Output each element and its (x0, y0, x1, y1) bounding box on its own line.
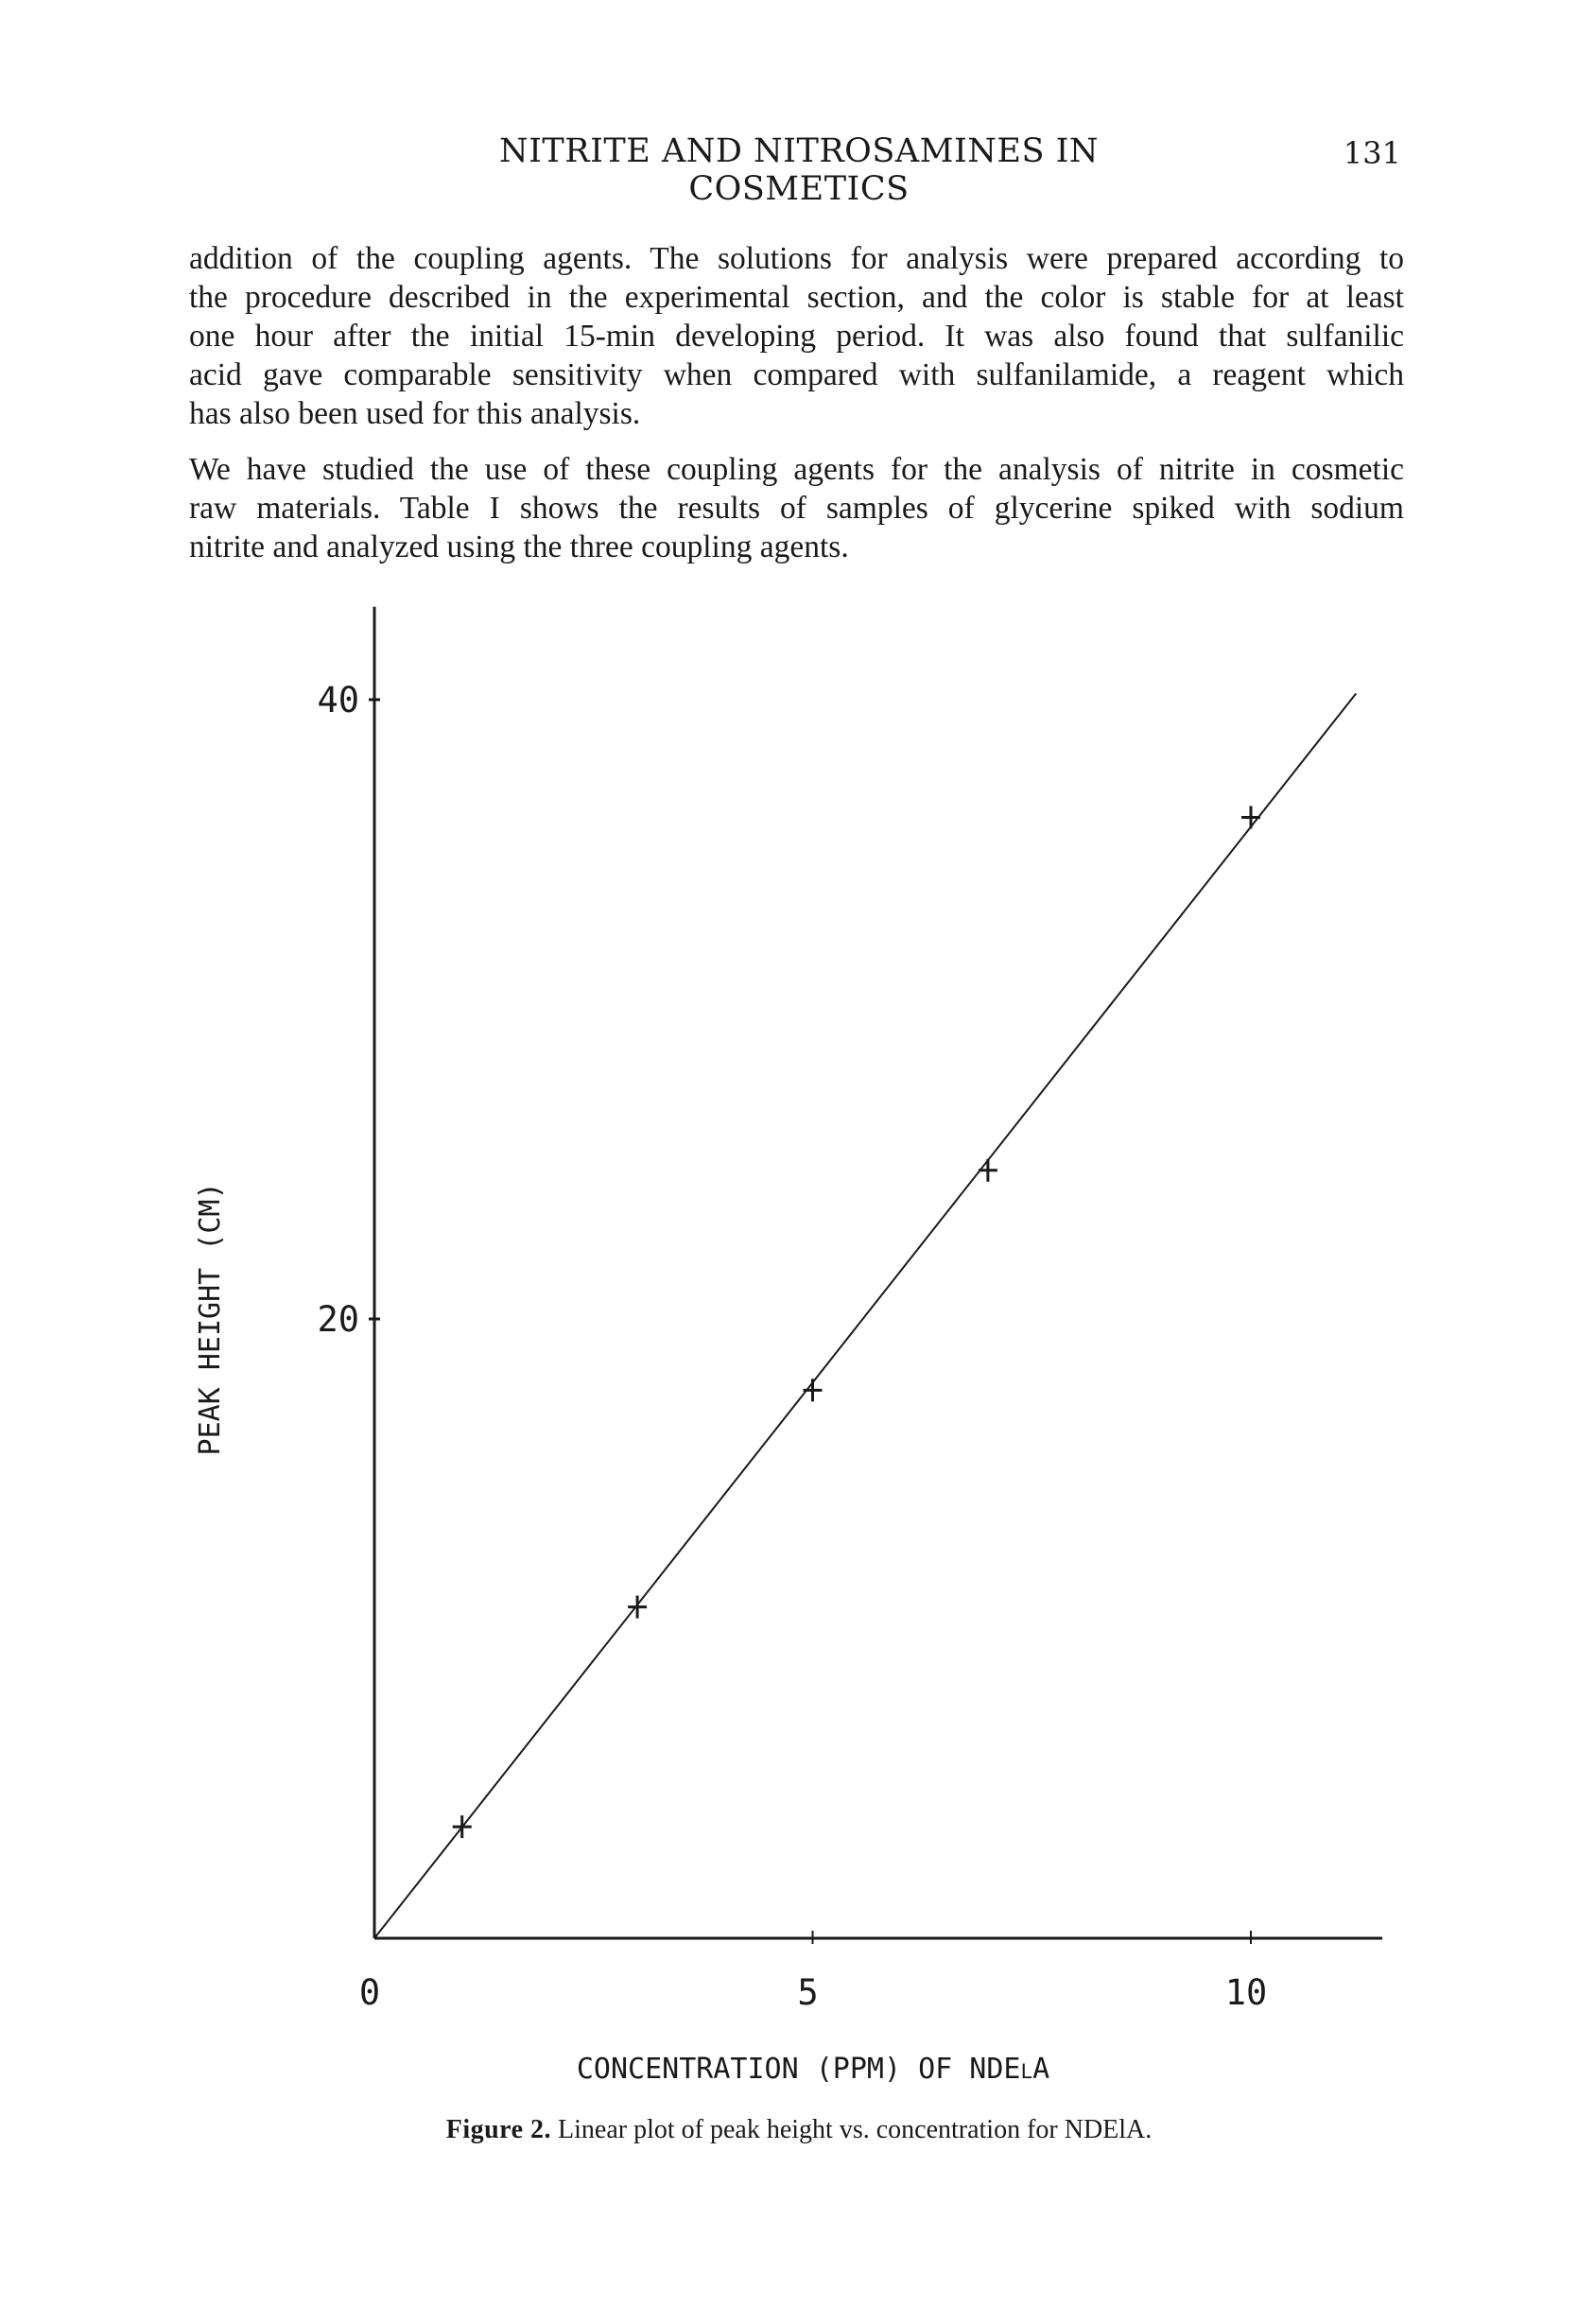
regression-line (374, 693, 1356, 1938)
text-line: nitrite and analyzed using the three coupling agents. (189, 529, 849, 564)
running-title: NITRITE AND NITROSAMINES IN COSMETICS (498, 132, 1100, 208)
text-line: one hour after the initial 15-min developing period. It was also found that sulfanilic (189, 319, 1404, 354)
y-axis-title: PEAK HEIGHT (CM) (194, 1182, 227, 1456)
text-line: addition of the coupling agents. The solutions for analysis were prepared according to (189, 241, 1404, 276)
caption-text: Linear plot of peak height vs. concentration for NDElA. (558, 2115, 1153, 2144)
x-tick-label: 0 (358, 1972, 381, 2013)
text-line: has also been used for this analysis. (189, 396, 641, 431)
data-point (1241, 806, 1260, 828)
text-line: acid gave comparable sensitivity when compared with sulfanilamide, a reagent which (189, 357, 1404, 392)
page-number: 131 (1343, 135, 1401, 171)
text-line: raw materials. Table I shows the results of samples of glycerine spiked with sodium (189, 491, 1404, 526)
text-line: We have studied the use of these coupling agents for the analysis of nitrite in cosmetic (189, 452, 1404, 487)
y-tick-label: 20 (317, 1299, 359, 1340)
figure-caption (284, 2115, 1314, 2145)
data-point (628, 1596, 647, 1619)
data-point (804, 1379, 823, 1401)
data-point (979, 1159, 997, 1182)
caption-label: Figure 2. (445, 2115, 552, 2144)
text-line: the procedure described in the experimental section, and the color is stable for at least (189, 280, 1404, 315)
y-tick-label: 40 (317, 680, 359, 720)
x-tick-label: 10 (1224, 1972, 1268, 2013)
x-axis-title: CONCENTRATION (PPM) OF NDElA (576, 2053, 1050, 2086)
x-tick-label: 5 (797, 1972, 819, 2013)
